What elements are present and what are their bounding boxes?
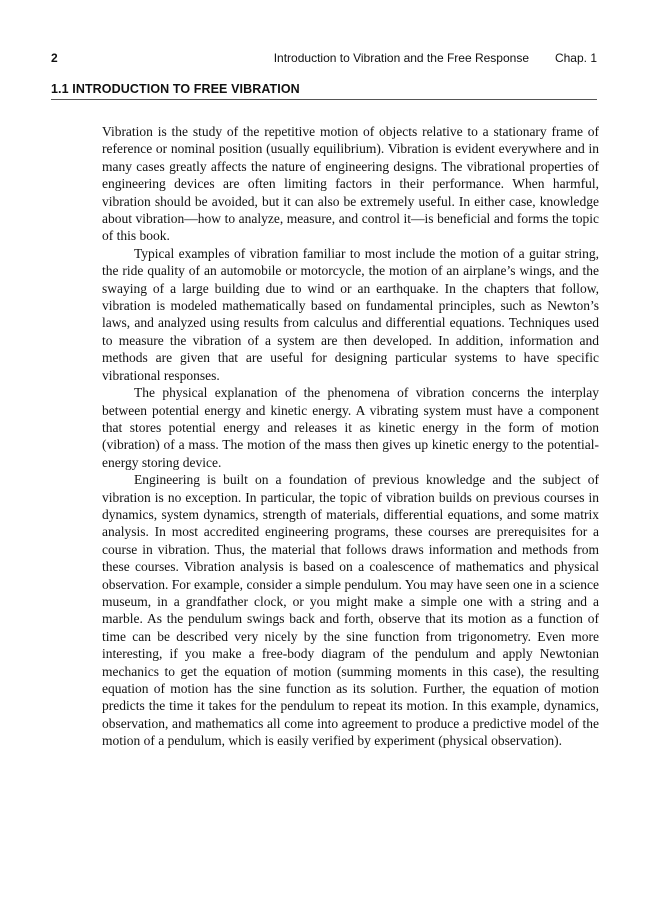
paragraph: The physical explanation of the phenomena of vibration concerns the interplay between potential energy and kinetic energy. A vibrating system must have a component that stores potential energy and releases it as kinetic energy in the form of motion (vibration) of a mass. The motion of the mass then gives up kinetic energy to the potential-energy storing device.	[102, 385, 599, 470]
paragraph: Typical examples of vibration familiar to most include the motion of a guitar string, the ride quality of an automobile or motorcycle, the motion of an airplane’s wings, and the swaying of a large building due to wind or an earthquake. In the chapters that follow, vibration is modeled mathematically based on fundamental principles, such as Newton’s laws, and analyzed using results from calculus and differential equations. Techniques used to measure the vibration of a system are then developed. In addition, information and methods are given that are useful for designing particular systems to have specific vibrational responses.	[102, 245, 599, 383]
running-header	[51, 50, 597, 66]
body-text	[102, 123, 599, 750]
paragraph: Vibration is the study of the repetitive motion of objects relative to a stationary frame of reference or nominal position (usually equilibrium). Vibration is evident everywhere and in many cases greatly affects the nature of engineering designs. The vibrational properties of engineering devices are often limiting factors in their performance. When harmful, vibration should be avoided, but it can also be extremely useful. In either case, knowledge about vibration—how to analyze, measure, and control it—is beneficial and forms the topic of this book.	[102, 124, 599, 244]
paragraph: Engineering is built on a foundation of previous knowledge and the subject of vibration is no exception. In particular, the topic of vibration builds on previous courses in dynamics, system dynamics, strength of materials, differential equations, and some matrix analysis. In most accredited engineering programs, these courses are prerequisites for a course in vibration. Thus, the material that follows draws information and methods from these courses. Vibration analysis is based on a coalescence of mathematics and physical observation. For example, consider a simple pendulum. You may have seen one in a science museum, in a grandfather clock, or you might make a simple one with a string and a marble. As the pendulum swings back and forth, observe that its motion as a function of time can be described very nicely by the sine function from trigonometry. Even more interesting, if you make a free-body diagram of the pendulum and apply Newtonian mechanics to get the equation of motion (summing moments in this case), the resulting equation of motion has the sine function as its solution. Further, the equation of motion predicts the time it takes for the pendulum to repeat its motion. In this example, dynamics, observation, and mathematics all come into agreement to produce a predictive model of the motion of a pendulum, which is easily verified by experiment (physical observation).	[102, 472, 599, 749]
chapter-label: Chap. 1	[554, 51, 597, 65]
page-number: 2	[51, 51, 58, 65]
section-heading: 1.1 INTRODUCTION TO FREE VIBRATION	[51, 80, 597, 100]
running-title: Introduction to Vibration and the Free Response	[273, 51, 529, 65]
